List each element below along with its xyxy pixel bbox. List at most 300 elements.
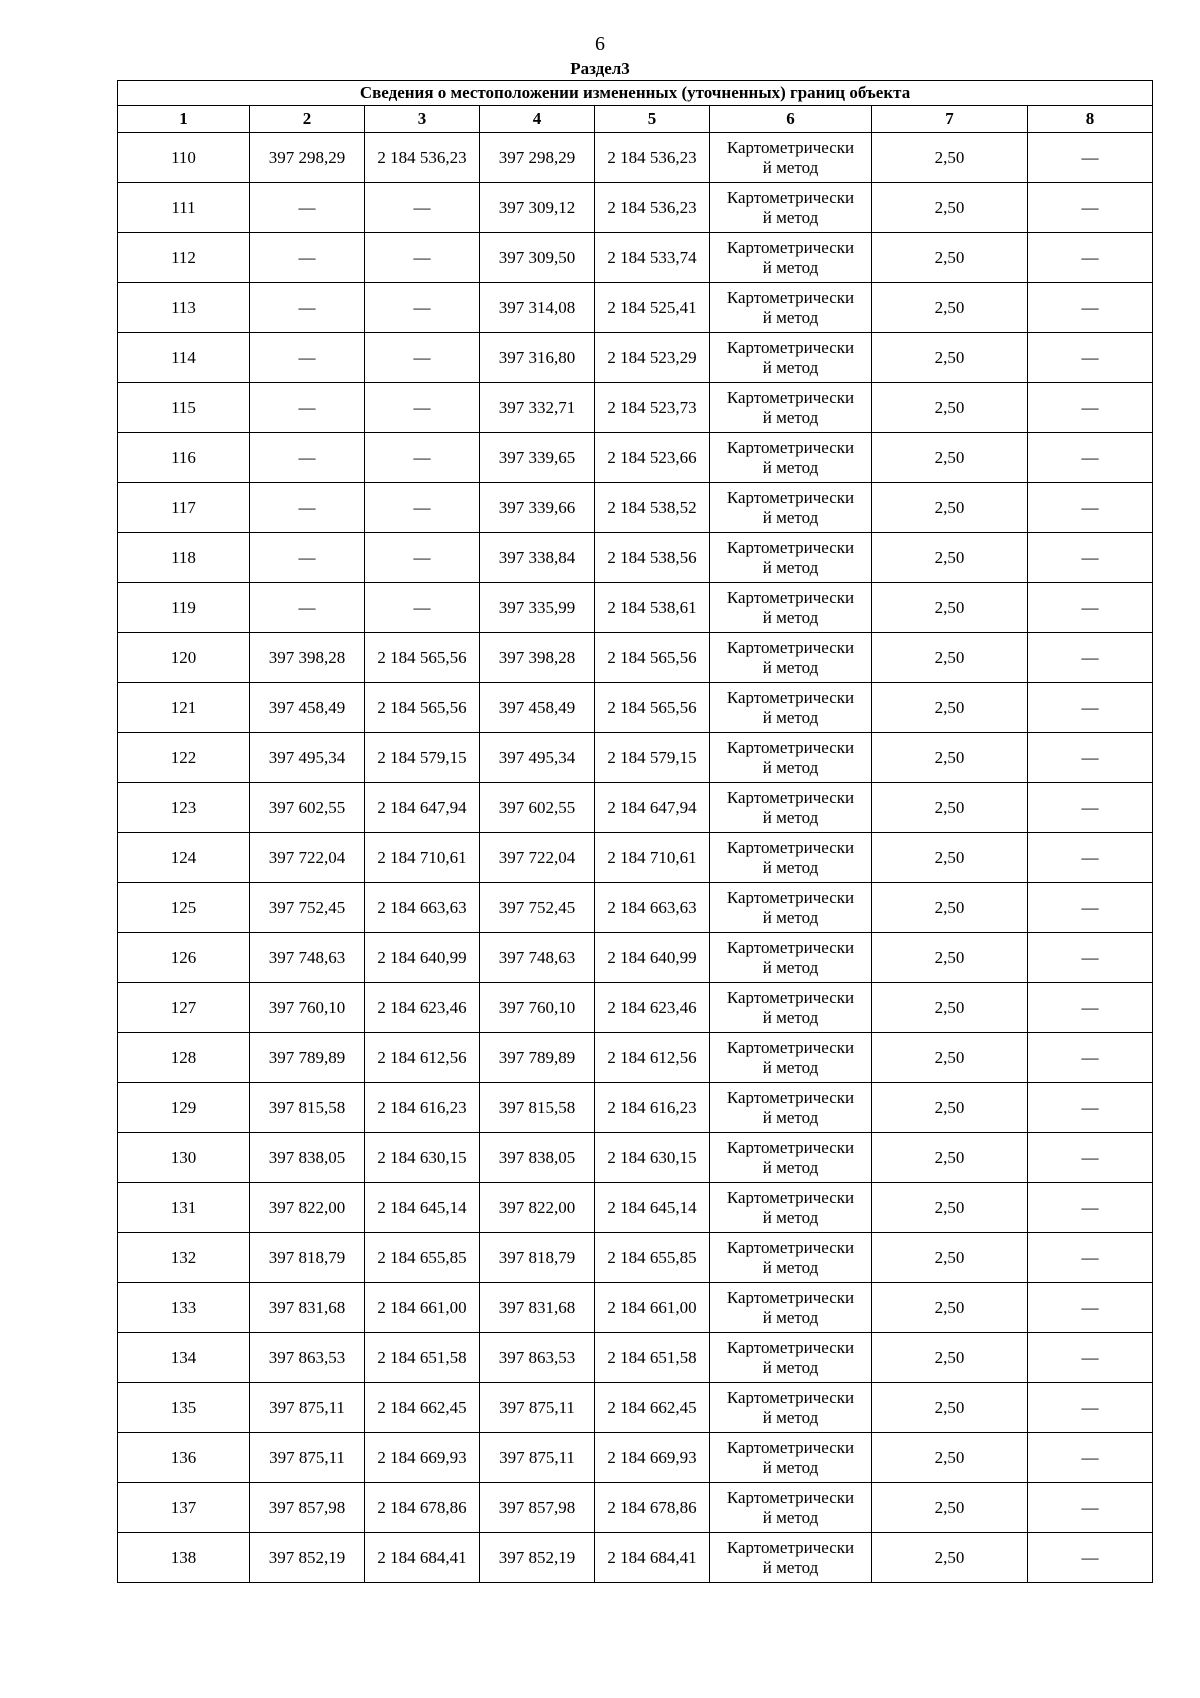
new-x-cell: 397 722,04	[480, 833, 595, 883]
old-y-cell: 2 184 655,85	[365, 1233, 480, 1283]
table-caption: Сведения о местоположении измененных (уточненных) границ объекта	[118, 81, 1153, 106]
description-cell: —	[1028, 1233, 1153, 1283]
description-cell: —	[1028, 233, 1153, 283]
old-x-cell: —	[250, 283, 365, 333]
old-y-cell: 2 184 669,93	[365, 1433, 480, 1483]
method-cell	[710, 1483, 872, 1533]
table-row	[118, 333, 1153, 383]
table-row	[118, 1233, 1153, 1283]
column-number: 4	[480, 106, 595, 133]
table-row	[118, 733, 1153, 783]
new-x-cell: 397 316,80	[480, 333, 595, 383]
method-text-line-2: й метод	[762, 607, 819, 627]
old-y-cell: 2 184 640,99	[365, 933, 480, 983]
old-y-cell: 2 184 536,23	[365, 133, 480, 183]
description-cell: —	[1028, 433, 1153, 483]
new-y-cell: 2 184 612,56	[595, 1033, 710, 1083]
method-cell	[710, 883, 872, 933]
new-y-cell: 2 184 661,00	[595, 1283, 710, 1333]
table-row	[118, 183, 1153, 233]
old-x-cell: 397 398,28	[250, 633, 365, 683]
method-cell	[710, 583, 872, 633]
old-x-cell: 397 875,11	[250, 1433, 365, 1483]
new-x-cell: 397 339,66	[480, 483, 595, 533]
description-cell: —	[1028, 883, 1153, 933]
table-row	[118, 1333, 1153, 1383]
method-text-line-2: й метод	[762, 1257, 819, 1277]
method-text-line-1: Картометрически	[726, 137, 855, 157]
method-text-line-1: Картометрически	[726, 537, 855, 557]
method-text-line-2: й метод	[762, 1507, 819, 1527]
old-x-cell: —	[250, 233, 365, 283]
column-number: 3	[365, 106, 480, 133]
table-row	[118, 283, 1153, 333]
precision-cell: 2,50	[872, 333, 1028, 383]
column-number: 6	[710, 106, 872, 133]
table-row	[118, 1483, 1153, 1533]
precision-cell: 2,50	[872, 1133, 1028, 1183]
table-body	[118, 133, 1153, 1583]
description-cell: —	[1028, 483, 1153, 533]
method-text-line-1: Картометрически	[726, 1537, 855, 1557]
point-number-cell: 127	[118, 983, 250, 1033]
method-text-line-2: й метод	[762, 857, 819, 877]
method-cell	[710, 1033, 872, 1083]
point-number-cell: 129	[118, 1083, 250, 1133]
new-y-cell: 2 184 645,14	[595, 1183, 710, 1233]
new-y-cell: 2 184 536,23	[595, 183, 710, 233]
point-number-cell: 136	[118, 1433, 250, 1483]
point-number-cell: 126	[118, 933, 250, 983]
method-cell	[710, 1283, 872, 1333]
new-y-cell: 2 184 640,99	[595, 933, 710, 983]
method-text-line-2: й метод	[762, 657, 819, 677]
method-cell	[710, 433, 872, 483]
precision-cell: 2,50	[872, 733, 1028, 783]
point-number-cell: 119	[118, 583, 250, 633]
new-y-cell: 2 184 538,56	[595, 533, 710, 583]
old-y-cell: 2 184 661,00	[365, 1283, 480, 1333]
method-cell	[710, 1083, 872, 1133]
point-number-cell: 120	[118, 633, 250, 683]
point-number-cell: 124	[118, 833, 250, 883]
method-text-line-1: Картометрически	[726, 1487, 855, 1507]
column-number: 5	[595, 106, 710, 133]
precision-cell: 2,50	[872, 833, 1028, 883]
method-text-line-2: й метод	[762, 1007, 819, 1027]
method-text-line-2: й метод	[762, 707, 819, 727]
method-text-line-1: Картометрически	[726, 1337, 855, 1357]
old-y-cell: 2 184 647,94	[365, 783, 480, 833]
new-x-cell: 397 309,12	[480, 183, 595, 233]
new-x-cell: 397 752,45	[480, 883, 595, 933]
old-y-cell: 2 184 616,23	[365, 1083, 480, 1133]
precision-cell: 2,50	[872, 1033, 1028, 1083]
point-number-cell: 135	[118, 1383, 250, 1433]
table-row	[118, 583, 1153, 633]
old-x-cell: 397 789,89	[250, 1033, 365, 1083]
old-y-cell: —	[365, 333, 480, 383]
new-y-cell: 2 184 684,41	[595, 1533, 710, 1583]
method-text-line-2: й метод	[762, 357, 819, 377]
point-number-cell: 117	[118, 483, 250, 533]
method-text-line-1: Картометрически	[726, 787, 855, 807]
method-text-line-1: Картометрически	[726, 1187, 855, 1207]
old-y-cell: —	[365, 533, 480, 583]
method-cell	[710, 183, 872, 233]
method-cell	[710, 933, 872, 983]
new-x-cell: 397 875,11	[480, 1383, 595, 1433]
old-y-cell: —	[365, 483, 480, 533]
old-y-cell: —	[365, 433, 480, 483]
method-cell	[710, 1133, 872, 1183]
new-x-cell: 397 398,28	[480, 633, 595, 683]
method-text-line-1: Картометрически	[726, 937, 855, 957]
description-cell: —	[1028, 733, 1153, 783]
table-row	[118, 133, 1153, 183]
new-y-cell: 2 184 710,61	[595, 833, 710, 883]
method-cell	[710, 133, 872, 183]
method-text-line-1: Картометрически	[726, 1287, 855, 1307]
method-text-line-2: й метод	[762, 1357, 819, 1377]
old-x-cell: 397 822,00	[250, 1183, 365, 1233]
table-row	[118, 1083, 1153, 1133]
column-number: 7	[872, 106, 1028, 133]
method-text-line-1: Картометрически	[726, 987, 855, 1007]
old-x-cell: 397 722,04	[250, 833, 365, 883]
method-text-line-1: Картометрически	[726, 1437, 855, 1457]
old-x-cell: —	[250, 333, 365, 383]
table-row	[118, 683, 1153, 733]
column-number-row	[118, 106, 1153, 133]
method-text-line-1: Картометрически	[726, 287, 855, 307]
point-number-cell: 134	[118, 1333, 250, 1383]
method-text-line-1: Картометрически	[726, 1037, 855, 1057]
point-number-cell: 131	[118, 1183, 250, 1233]
old-x-cell: 397 760,10	[250, 983, 365, 1033]
precision-cell: 2,50	[872, 783, 1028, 833]
old-y-cell: 2 184 710,61	[365, 833, 480, 883]
method-text-line-2: й метод	[762, 1557, 819, 1577]
new-x-cell: 397 748,63	[480, 933, 595, 983]
old-x-cell: —	[250, 183, 365, 233]
method-text-line-2: й метод	[762, 807, 819, 827]
method-text-line-2: й метод	[762, 1057, 819, 1077]
new-x-cell: 397 458,49	[480, 683, 595, 733]
old-x-cell: —	[250, 483, 365, 533]
description-cell: —	[1028, 983, 1153, 1033]
method-text-line-1: Картометрически	[726, 237, 855, 257]
new-y-cell: 2 184 536,23	[595, 133, 710, 183]
section-title: Раздел3	[570, 59, 630, 78]
new-y-cell: 2 184 565,56	[595, 683, 710, 733]
method-cell	[710, 483, 872, 533]
table-row	[118, 1433, 1153, 1483]
old-x-cell: —	[250, 583, 365, 633]
point-number-cell: 115	[118, 383, 250, 433]
method-text-line-2: й метод	[762, 507, 819, 527]
point-number-cell: 128	[118, 1033, 250, 1083]
point-number-cell: 138	[118, 1533, 250, 1583]
old-x-cell: —	[250, 433, 365, 483]
point-number-cell: 122	[118, 733, 250, 783]
table-row	[118, 233, 1153, 283]
description-cell: —	[1028, 1533, 1153, 1583]
method-text-line-1: Картометрически	[726, 437, 855, 457]
table-row	[118, 933, 1153, 983]
old-y-cell: —	[365, 383, 480, 433]
old-y-cell: —	[365, 183, 480, 233]
table-caption-row	[118, 81, 1153, 106]
method-cell	[710, 1383, 872, 1433]
old-y-cell: 2 184 663,63	[365, 883, 480, 933]
new-y-cell: 2 184 538,61	[595, 583, 710, 633]
method-cell	[710, 283, 872, 333]
description-cell: —	[1028, 1033, 1153, 1083]
description-cell: —	[1028, 333, 1153, 383]
method-text-line-2: й метод	[762, 1307, 819, 1327]
point-number-cell: 112	[118, 233, 250, 283]
method-cell	[710, 983, 872, 1033]
method-text-line-1: Картометрически	[726, 1387, 855, 1407]
description-cell: —	[1028, 1433, 1153, 1483]
method-text-line-2: й метод	[762, 557, 819, 577]
column-number: 2	[250, 106, 365, 133]
old-x-cell: 397 875,11	[250, 1383, 365, 1433]
old-x-cell: —	[250, 533, 365, 583]
precision-cell: 2,50	[872, 283, 1028, 333]
old-x-cell: 397 852,19	[250, 1533, 365, 1583]
method-cell	[710, 533, 872, 583]
new-x-cell: 397 760,10	[480, 983, 595, 1033]
new-x-cell: 397 831,68	[480, 1283, 595, 1333]
old-x-cell: 397 857,98	[250, 1483, 365, 1533]
point-number-cell: 116	[118, 433, 250, 483]
description-cell: —	[1028, 633, 1153, 683]
old-x-cell: 397 818,79	[250, 1233, 365, 1283]
old-y-cell: 2 184 612,56	[365, 1033, 480, 1083]
precision-cell: 2,50	[872, 1383, 1028, 1433]
new-y-cell: 2 184 655,85	[595, 1233, 710, 1283]
point-number-cell: 113	[118, 283, 250, 333]
old-x-cell: 397 863,53	[250, 1333, 365, 1383]
table-row	[118, 983, 1153, 1033]
method-text-line-1: Картометрически	[726, 887, 855, 907]
precision-cell: 2,50	[872, 133, 1028, 183]
new-x-cell: 397 338,84	[480, 533, 595, 583]
method-text-line-2: й метод	[762, 207, 819, 227]
old-x-cell: 397 748,63	[250, 933, 365, 983]
description-cell: —	[1028, 933, 1153, 983]
precision-cell: 2,50	[872, 433, 1028, 483]
new-y-cell: 2 184 678,86	[595, 1483, 710, 1533]
old-x-cell: 397 495,34	[250, 733, 365, 783]
new-y-cell: 2 184 525,41	[595, 283, 710, 333]
precision-cell: 2,50	[872, 983, 1028, 1033]
description-cell: —	[1028, 183, 1153, 233]
precision-cell: 2,50	[872, 1183, 1028, 1233]
table-row	[118, 533, 1153, 583]
old-x-cell: 397 298,29	[250, 133, 365, 183]
table-row	[118, 1383, 1153, 1433]
new-y-cell: 2 184 616,23	[595, 1083, 710, 1133]
column-number: 8	[1028, 106, 1153, 133]
new-x-cell: 397 335,99	[480, 583, 595, 633]
new-y-cell: 2 184 523,29	[595, 333, 710, 383]
method-cell	[710, 1433, 872, 1483]
precision-cell: 2,50	[872, 1483, 1028, 1533]
new-y-cell: 2 184 662,45	[595, 1383, 710, 1433]
precision-cell: 2,50	[872, 933, 1028, 983]
precision-cell: 2,50	[872, 1083, 1028, 1133]
old-y-cell: 2 184 651,58	[365, 1333, 480, 1383]
method-text-line-2: й метод	[762, 757, 819, 777]
new-y-cell: 2 184 647,94	[595, 783, 710, 833]
description-cell: —	[1028, 1483, 1153, 1533]
new-x-cell: 397 822,00	[480, 1183, 595, 1233]
table-row	[118, 383, 1153, 433]
precision-cell: 2,50	[872, 883, 1028, 933]
new-x-cell: 397 875,11	[480, 1433, 595, 1483]
table-row	[118, 1533, 1153, 1583]
method-text-line-1: Картометрически	[726, 187, 855, 207]
new-y-cell: 2 184 663,63	[595, 883, 710, 933]
new-y-cell: 2 184 669,93	[595, 1433, 710, 1483]
method-text-line-1: Картометрически	[726, 687, 855, 707]
point-number-cell: 125	[118, 883, 250, 933]
method-text-line-1: Картометрически	[726, 487, 855, 507]
method-cell	[710, 683, 872, 733]
precision-cell: 2,50	[872, 583, 1028, 633]
method-cell	[710, 1183, 872, 1233]
description-cell: —	[1028, 1383, 1153, 1433]
method-cell	[710, 833, 872, 883]
old-y-cell: 2 184 630,15	[365, 1133, 480, 1183]
boundary-coordinates-table	[117, 80, 1153, 1583]
old-y-cell: —	[365, 233, 480, 283]
description-cell: —	[1028, 283, 1153, 333]
old-y-cell: 2 184 645,14	[365, 1183, 480, 1233]
precision-cell: 2,50	[872, 233, 1028, 283]
old-x-cell: 397 838,05	[250, 1133, 365, 1183]
precision-cell: 2,50	[872, 1533, 1028, 1583]
precision-cell: 2,50	[872, 383, 1028, 433]
old-y-cell: 2 184 623,46	[365, 983, 480, 1033]
old-x-cell: 397 831,68	[250, 1283, 365, 1333]
new-x-cell: 397 863,53	[480, 1333, 595, 1383]
method-cell	[710, 1333, 872, 1383]
new-y-cell: 2 184 538,52	[595, 483, 710, 533]
old-y-cell: 2 184 565,56	[365, 633, 480, 683]
old-y-cell: 2 184 565,56	[365, 683, 480, 733]
precision-cell: 2,50	[872, 683, 1028, 733]
point-number-cell: 121	[118, 683, 250, 733]
table-row	[118, 633, 1153, 683]
old-x-cell: 397 458,49	[250, 683, 365, 733]
table-row	[118, 783, 1153, 833]
method-text-line-2: й метод	[762, 1407, 819, 1427]
table-row	[118, 1183, 1153, 1233]
old-y-cell: —	[365, 583, 480, 633]
description-cell: —	[1028, 533, 1153, 583]
description-cell: —	[1028, 783, 1153, 833]
table-row	[118, 883, 1153, 933]
precision-cell: 2,50	[872, 483, 1028, 533]
old-y-cell: 2 184 579,15	[365, 733, 480, 783]
method-text-line-2: й метод	[762, 257, 819, 277]
method-text-line-1: Картометрически	[726, 1237, 855, 1257]
method-text-line-2: й метод	[762, 457, 819, 477]
new-y-cell: 2 184 651,58	[595, 1333, 710, 1383]
point-number-cell: 110	[118, 133, 250, 183]
new-x-cell: 397 838,05	[480, 1133, 595, 1183]
description-cell: —	[1028, 383, 1153, 433]
precision-cell: 2,50	[872, 1233, 1028, 1283]
point-number-cell: 133	[118, 1283, 250, 1333]
point-number-cell: 130	[118, 1133, 250, 1183]
point-number-cell: 137	[118, 1483, 250, 1533]
old-y-cell: —	[365, 283, 480, 333]
new-x-cell: 397 602,55	[480, 783, 595, 833]
new-y-cell: 2 184 623,46	[595, 983, 710, 1033]
description-cell: —	[1028, 1183, 1153, 1233]
new-x-cell: 397 789,89	[480, 1033, 595, 1083]
column-number: 1	[118, 106, 250, 133]
new-x-cell: 397 818,79	[480, 1233, 595, 1283]
new-y-cell: 2 184 630,15	[595, 1133, 710, 1183]
method-text-line-1: Картометрически	[726, 737, 855, 757]
description-cell: —	[1028, 133, 1153, 183]
method-cell	[710, 1533, 872, 1583]
new-y-cell: 2 184 565,56	[595, 633, 710, 683]
method-text-line-2: й метод	[762, 1207, 819, 1227]
description-cell: —	[1028, 583, 1153, 633]
old-x-cell: 397 752,45	[250, 883, 365, 933]
point-number-cell: 114	[118, 333, 250, 383]
method-text-line-2: й метод	[762, 407, 819, 427]
method-cell	[710, 633, 872, 683]
precision-cell: 2,50	[872, 1333, 1028, 1383]
method-text-line-1: Картометрически	[726, 337, 855, 357]
method-text-line-1: Картометрически	[726, 1087, 855, 1107]
new-x-cell: 397 857,98	[480, 1483, 595, 1533]
method-text-line-1: Картометрически	[726, 587, 855, 607]
method-cell	[710, 783, 872, 833]
method-cell	[710, 1233, 872, 1283]
point-number-cell: 123	[118, 783, 250, 833]
precision-cell: 2,50	[872, 183, 1028, 233]
method-text-line-1: Картометрически	[726, 387, 855, 407]
new-y-cell: 2 184 523,73	[595, 383, 710, 433]
description-cell: —	[1028, 1333, 1153, 1383]
method-text-line-2: й метод	[762, 907, 819, 927]
table-row	[118, 833, 1153, 883]
table-row	[118, 1033, 1153, 1083]
point-number-cell: 111	[118, 183, 250, 233]
method-cell	[710, 383, 872, 433]
description-cell: —	[1028, 833, 1153, 883]
method-cell	[710, 333, 872, 383]
new-x-cell: 397 309,50	[480, 233, 595, 283]
new-x-cell: 397 852,19	[480, 1533, 595, 1583]
old-y-cell: 2 184 662,45	[365, 1383, 480, 1433]
table-row	[118, 1283, 1153, 1333]
method-cell	[710, 733, 872, 783]
description-cell: —	[1028, 1133, 1153, 1183]
point-number-cell: 118	[118, 533, 250, 583]
new-x-cell: 397 332,71	[480, 383, 595, 433]
old-y-cell: 2 184 684,41	[365, 1533, 480, 1583]
